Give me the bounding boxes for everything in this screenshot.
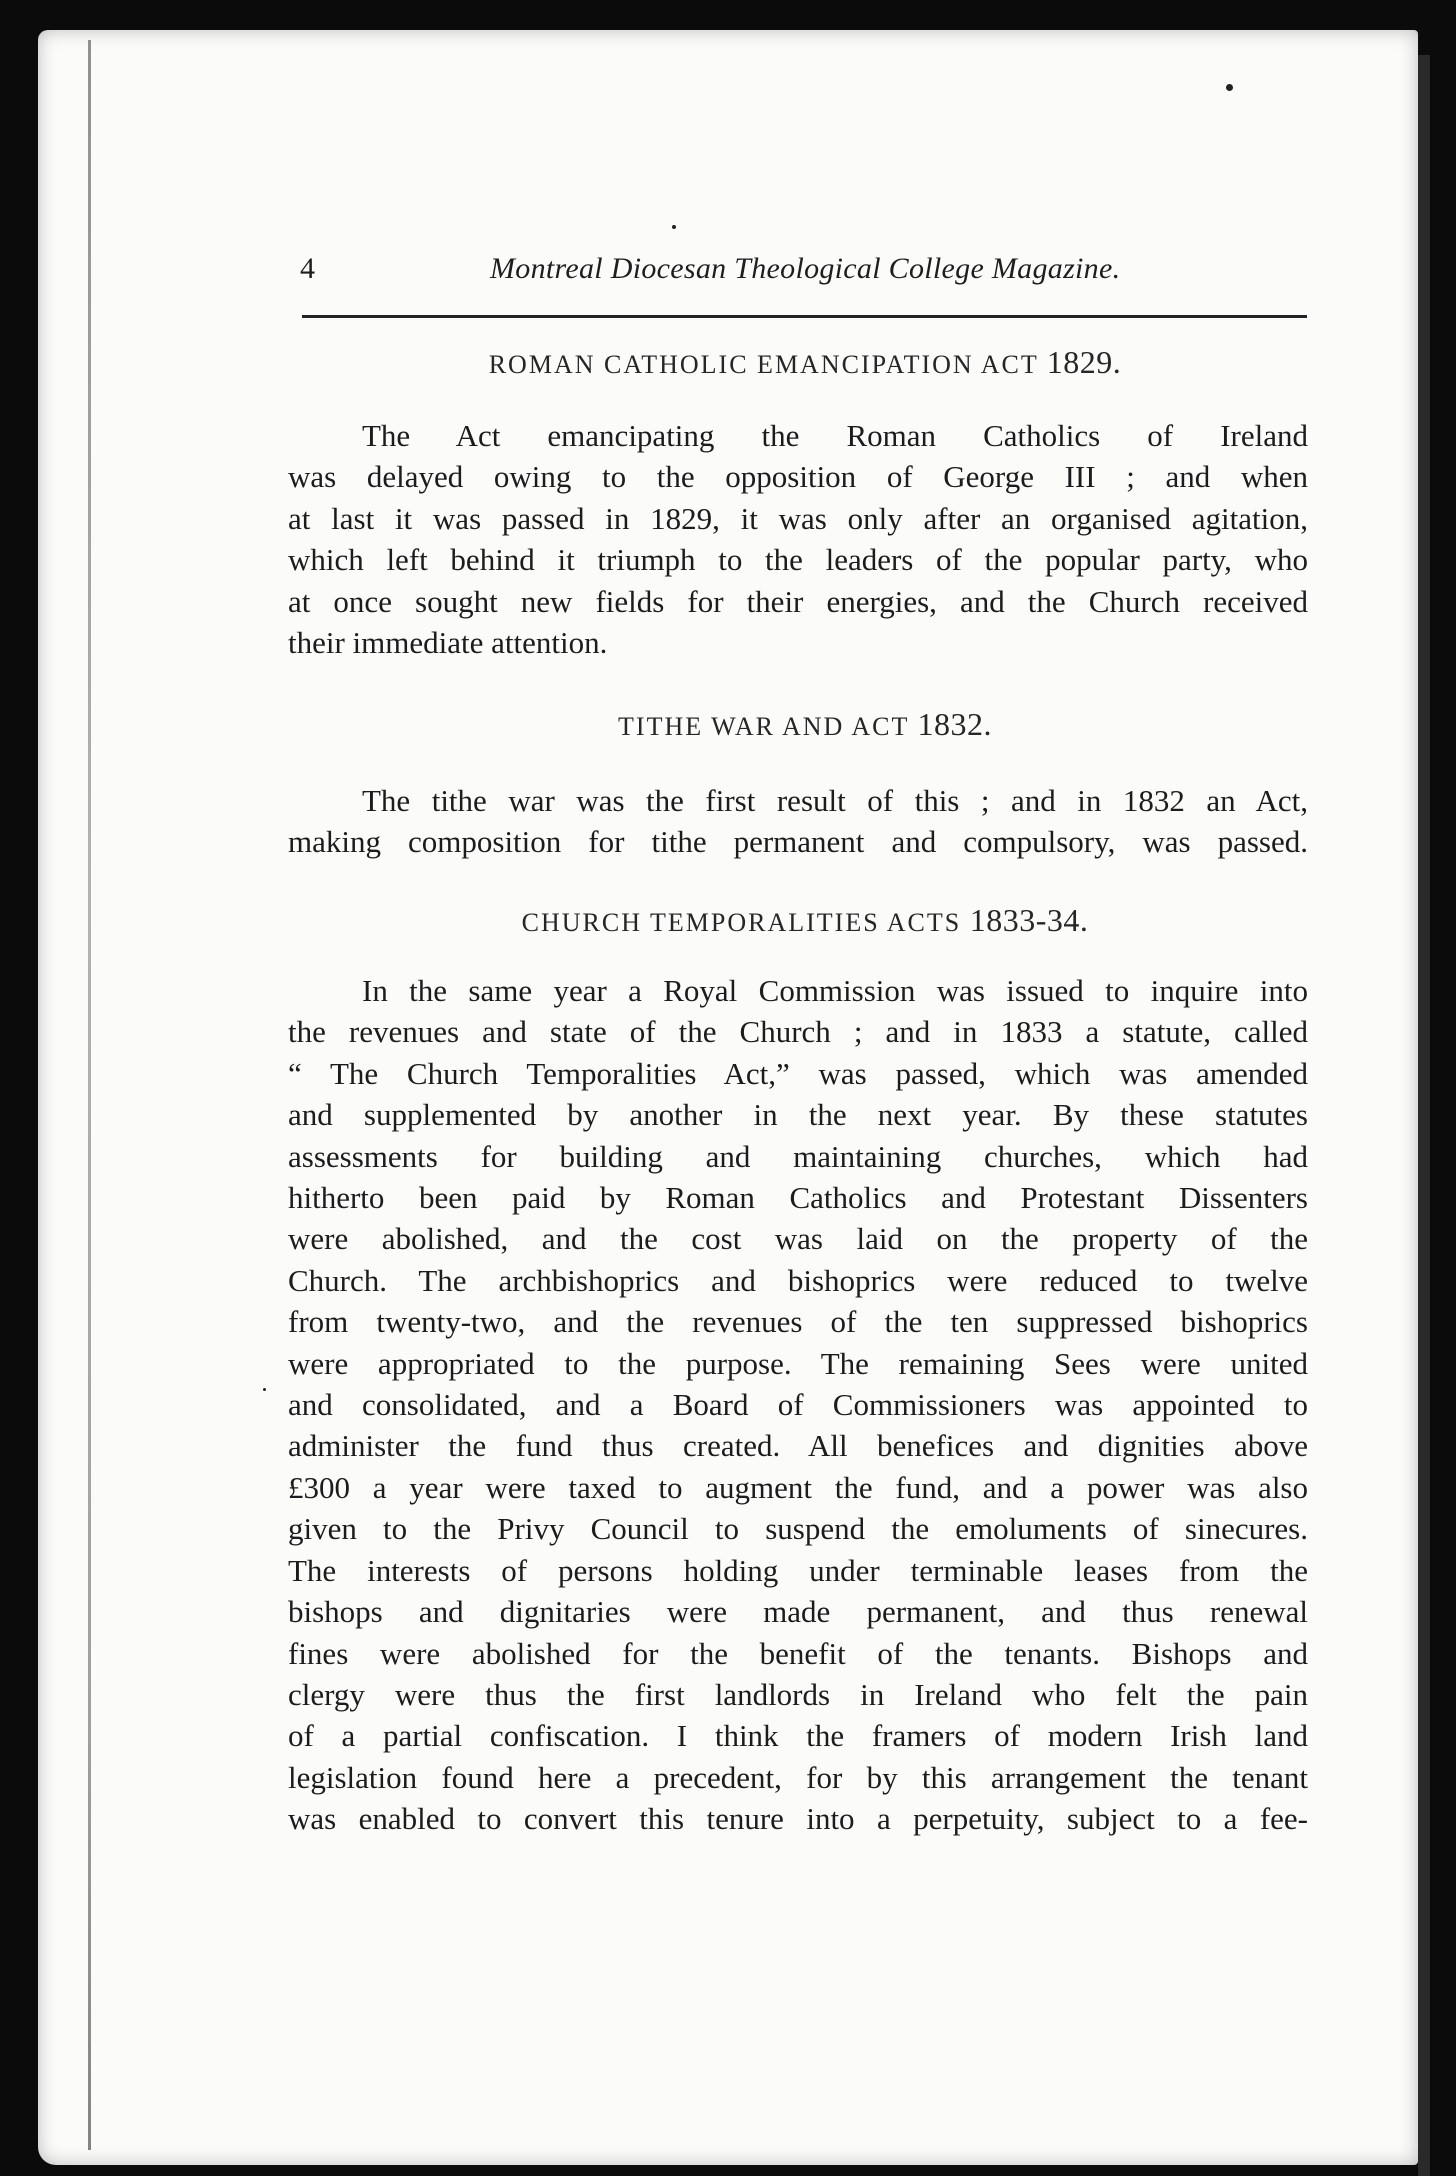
section-heading	[300, 344, 1310, 381]
text-line: “ The Church Temporalities Act,” was passed, which was amended	[288, 1055, 1308, 1091]
text-line: The Act emancipating the Roman Catholics of Ireland	[362, 418, 1308, 453]
text-line: In the same year a Royal Commission was issued to inquire into	[362, 973, 1308, 1008]
text-line: at last it was passed in 1829, it was only after an organised agitation,	[288, 500, 1308, 536]
text-line: which left behind it triumph to the leaders of the popular party, who	[288, 542, 1308, 578]
text-line: hitherto been paid by Roman Catholics and Protestant Dissenters	[288, 1180, 1308, 1216]
text-line: and supplemented by another in the next year. By these statutes	[288, 1097, 1308, 1133]
section-heading	[300, 706, 1310, 743]
text-line: was enabled to convert this tenure into a perpetuity, subject to a fee-	[288, 1801, 1308, 1837]
page-edge-shadow	[1418, 55, 1430, 2176]
text-line: of a partial confiscation. I think the framers of modern Irish land	[288, 1718, 1308, 1754]
page-number: 4	[300, 252, 315, 285]
heading-text: ROMAN CATHOLIC EMANCIPATION ACT	[488, 350, 1039, 379]
text-line: and consolidated, and a Board of Commissioners was appointed to	[288, 1387, 1308, 1423]
heading-text: CHURCH TEMPORALITIES ACTS	[521, 908, 962, 937]
running-header	[300, 248, 1310, 292]
binding-gutter	[88, 40, 91, 2150]
text-line: assessments for building and maintaining churches, which had	[288, 1138, 1308, 1174]
scan-speck	[1226, 84, 1233, 91]
text-line: were appropriated to the purpose. The remaining Sees were united	[288, 1345, 1308, 1381]
heading-year: 1833-34.	[969, 902, 1089, 938]
text-line: administer the fund thus created. All benefices and dignities above	[288, 1428, 1308, 1464]
text-line: were abolished, and the cost was laid on the property of the	[288, 1221, 1308, 1257]
scan-speck	[672, 225, 676, 229]
heading-text: TITHE WAR AND ACT	[618, 712, 909, 741]
text-line: was delayed owing to the opposition of George III ; and when	[288, 459, 1308, 495]
text-line: bishops and dignitaries were made permanent, and thus renewal	[288, 1594, 1308, 1630]
text-line: The interests of persons holding under terminable leases from the	[288, 1552, 1308, 1588]
text-line: £300 a year were taxed to augment the fund, and a power was also	[288, 1469, 1308, 1505]
text-line: Church. The archbishoprics and bishoprics were reduced to twelve	[288, 1262, 1308, 1298]
paragraph	[288, 970, 1308, 1840]
text-line: the revenues and state of the Church ; and in 1833 a statute, called	[288, 1014, 1308, 1050]
paragraph	[288, 780, 1308, 863]
text-line: The tithe war was the first result of this ; and in 1832 an Act,	[362, 783, 1308, 818]
header-rule	[302, 315, 1307, 318]
text-line: at once sought new fields for their energies, and the Church received	[288, 583, 1308, 619]
heading-year: 1829.	[1046, 344, 1122, 380]
text-line: their immediate attention.	[288, 625, 608, 661]
running-title: Montreal Diocesan Theological College Magazine.	[490, 252, 1121, 285]
text-line: from twenty-two, and the revenues of the ten suppressed bishoprics	[288, 1304, 1308, 1340]
scan-speck	[263, 1388, 266, 1391]
paragraph	[288, 415, 1308, 663]
heading-year: 1832.	[917, 706, 992, 742]
section-heading	[300, 902, 1310, 939]
text-line: clergy were thus the first landlords in Ireland who felt the pain	[288, 1676, 1308, 1712]
text-line: fines were abolished for the benefit of the tenants. Bishops and	[288, 1635, 1308, 1671]
text-line: given to the Privy Council to suspend the emoluments of sinecures.	[288, 1511, 1308, 1547]
text-line: legislation found here a precedent, for by this arrangement the tenant	[288, 1759, 1308, 1795]
text-line: making composition for tithe permanent and compulsory, was passed.	[288, 824, 1308, 860]
